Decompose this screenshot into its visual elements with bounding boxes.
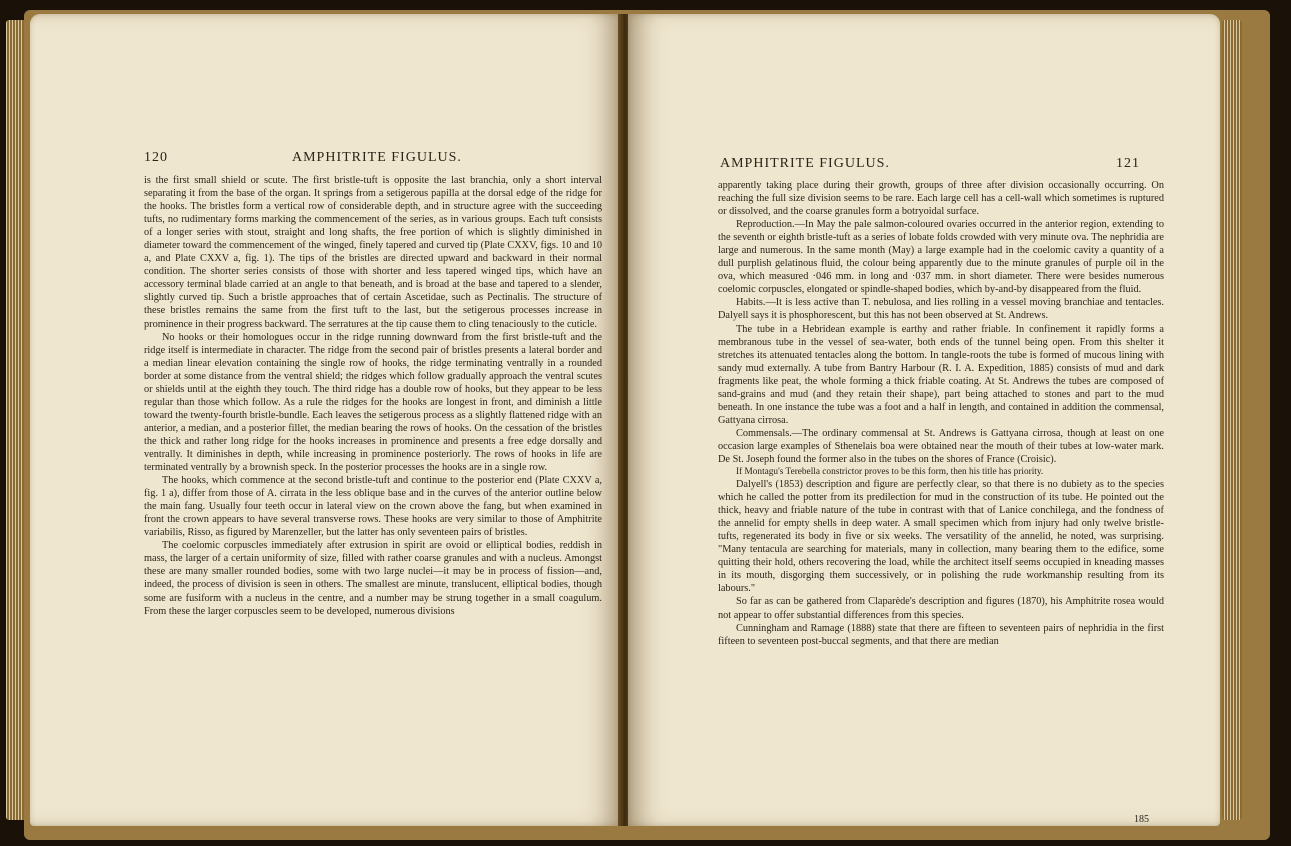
paragraph: No hooks or their homologues occur in the ridge running downward from the first bristle-tuft and the ridge itself is intermediate in character. The ridge from the second pair of bristles presents a lateral border and a median linear elevation containing the single row of hooks, the ridge terminating ventrally in a rounded border at some distance from the ventral shield; the ridges which follow gradually approach the ventral scutes or shields until at the eighth they touch. The third ridge has a double row of hooks, but they appear to be less regular than those which follow. As a rule the ridges for the hooks are longest in front, and diminish a little toward the twenty-fourth bristle-bundle. Each leaves the setigerous process as a slightly flattened ridge with an anterior, a median, and a posterior fillet, the median bearing the rows of hooks. On the cessation of the bristles the thick and rather long ridge for the hooks increases in prominence and presents a free edge dorsally and ventrally. It diminishes in depth, while increasing in prominence posteriorly. The rows of hooks in life are terminated ventrally by a brownish speck. In the posterior processes the hooks are in a single row. xyxy=(144,331,602,474)
paragraph: Cunningham and Ramage (1888) state that there are fifteen to seventeen pairs of nephridia in the first fifteen to seventeen post-buccal segments, and that there are median xyxy=(718,622,1164,647)
paragraph: apparently taking place during their growth, groups of three after division occasionally occurring. On reaching the full size division seems to be rare. Each large cell has a cell-wall which sometimes is ruptured or dissolved, and the coarse granules form a botryoidal surface. xyxy=(718,180,1164,218)
paragraph: Dalyell's (1853) description and figure are perfectly clear, so that there is no dubiety as to the species which he called the potter from its predilection for mud in the construction of its tube. He pointed out the thick, heavy and friable nature of the tube in contrast with that of Lanice conchilega, and the fondness of the annelid for empty shells in deep water. A small specimen which from injury had only twelve bristle-tufts, regenerated its body in five or six weeks. The versatility of the annelid, he noted, was surprising. "Many tentacula are searching for materials, many in collection, many bearing them to the edifice, some quitting their hold, others recovering the load, while the architect itself seems occupied in kneading masses in its mouth, disgorging them successively, or in polishing the rude workmanship resulting from its labours." xyxy=(718,479,1164,595)
paragraph: Reproduction.—In May the pale salmon-coloured ovaries occurred in the anterior region, extending to the seventh or eighth bristle-tuft as a series of lobate folds crowded with very minute ova. The nephridia are large and numerous. In the same month (May) a large example had in the coelomic cavity a quantity of a dull purplish gelatinous fluid, the colour being apparently due to the minute granules of purple oil in the ova, which measured ·046 mm. in long and ·037 mm. in short diameter. There were besides numerous coelomic corpuscles, elongated or spindle-shaped bodies, which by-and-by disappeared from the fluid. xyxy=(718,219,1164,296)
page-edge-right xyxy=(1222,20,1242,820)
paragraph: The tube in a Hebridean example is earthy and rather friable. In confinement it rapidly forms a membranous tube in the vessel of sea-water, both ends of the tunnel being open. From this shelter it stretches its attenuated tentacles along the bottom. In tangle-roots the tube is formed of mucous lining with sandy mud externally. A tube from Bantry Harbour (R. I. A. Expedition, 1885) consists of mud and dark fragments like peat, the whole forming a thick friable coating. At St. Andrews the tubes are composed of sand-grains and mud (and they retain their shape), part being attached to stones and part to the mud beneath. In one instance the tube was a foot and a half in length, and contained in addition the commensal, Gattyana cirrosa. xyxy=(718,323,1164,426)
running-head: AMPHITRITE FIGULUS. xyxy=(292,150,462,165)
paragraph: Habits.—It is less active than T. nebulosa, and lies rolling in a vessel moving branchiae and tentacles. Dalyell says it is phosphorescent, but this has not been observed at St. Andrews. xyxy=(718,297,1164,322)
paragraph: So far as can be gathered from Claparède's description and figures (1870), his Amphitrite rosea would not appear to offer substantial differences from this species. xyxy=(718,596,1164,621)
paragraph: The coelomic corpuscles immediately after extrusion in spirit are ovoid or elliptical bodies, reddish in mass, the larger of a certain uniformity of size, filled with rather coarse granules and with a nucleus. Amongst these are many smaller rounded bodies, some with two large nuclei—it may be in process of fission—and, indeed, the process of division is seen in others. The smallest are minute, translucent, elliptical bodies, though some are fusiform with a nucleus in the centre, and a number may be strung together in a small coagulum. From these the larger corpuscles seem to be developed, numerous divisions xyxy=(144,540,602,617)
right-page xyxy=(628,14,1220,826)
paragraph: Commensals.—The ordinary commensal at St. Andrews is Gattyana cirrosa, though at least on one occasion large examples of Sthenelais boa were obtained near the mouth of their tubes at low-water mark. De St. Joseph found the former also in the tubes on the shores of France (Croisic). xyxy=(718,427,1164,465)
body-text xyxy=(718,179,1164,648)
left-page xyxy=(30,14,620,826)
page-number: 121 xyxy=(1116,156,1140,171)
running-head: AMPHITRITE FIGULUS. xyxy=(720,156,890,171)
footnote: If Montagu's Terebella constrictor proves to be this form, then his title has priority. xyxy=(736,467,1044,478)
paragraph: is the first small shield or scute. The first bristle-tuft is opposite the last branchia, only a short interval separating it from the base of the organ. It springs from a setigerous papilla at the dorsal edge of the ridge for the hooks. The bristles form a vertical row of considerable depth, and in structure agree with the succeeding tufts, no rudimentary forms marking the commencement of the series, as in various groups. Each tuft consists of a longer series with stout, straight and long shafts, the free portion of which is slightly diminished in diameter toward the commencement of the winged, finely tapered and curved tip (Plate CXXV, figs. 10 and 10 a, and Plate CXXV a, fig. 1). The tips of the bristles are directed upward and backward in their normal condition. The shorter series consists of those with shorter and less tapered winged tips, which have an accessory terminal blade carried at an angle to that beneath, and is broad at the base and tapered to a slender, slightly curved tip. Such a bristle approaches that of certain Ascetidae, such as Pectinalis. The structure of these bristles remains the same from the first tuft to the last, but the setigerous processes increase in prominence in their progress backward. The serratures at the tip cause them to cling tenaciously to the cuticle. xyxy=(144,175,602,330)
signature-mark: 185 xyxy=(1134,814,1149,825)
paragraph: The hooks, which commence at the second bristle-tuft and continue to the posterior end (Plate CXXV a, fig. 1 a), differ from those of A. cirrata in the less oblique base and in the curves of the anterior outline below the main fang. Usually four teeth occur in lateral view on the crown above the fang, but when examined in front the crown appears to have several transverse rows. These hooks are very similar to those of Amphitrite variabilis, Risso, as figured by Marenzeller, but the latter has only seventeen pairs of bristles. xyxy=(144,475,602,539)
page-number: 120 xyxy=(144,150,168,165)
body-text xyxy=(144,174,602,618)
